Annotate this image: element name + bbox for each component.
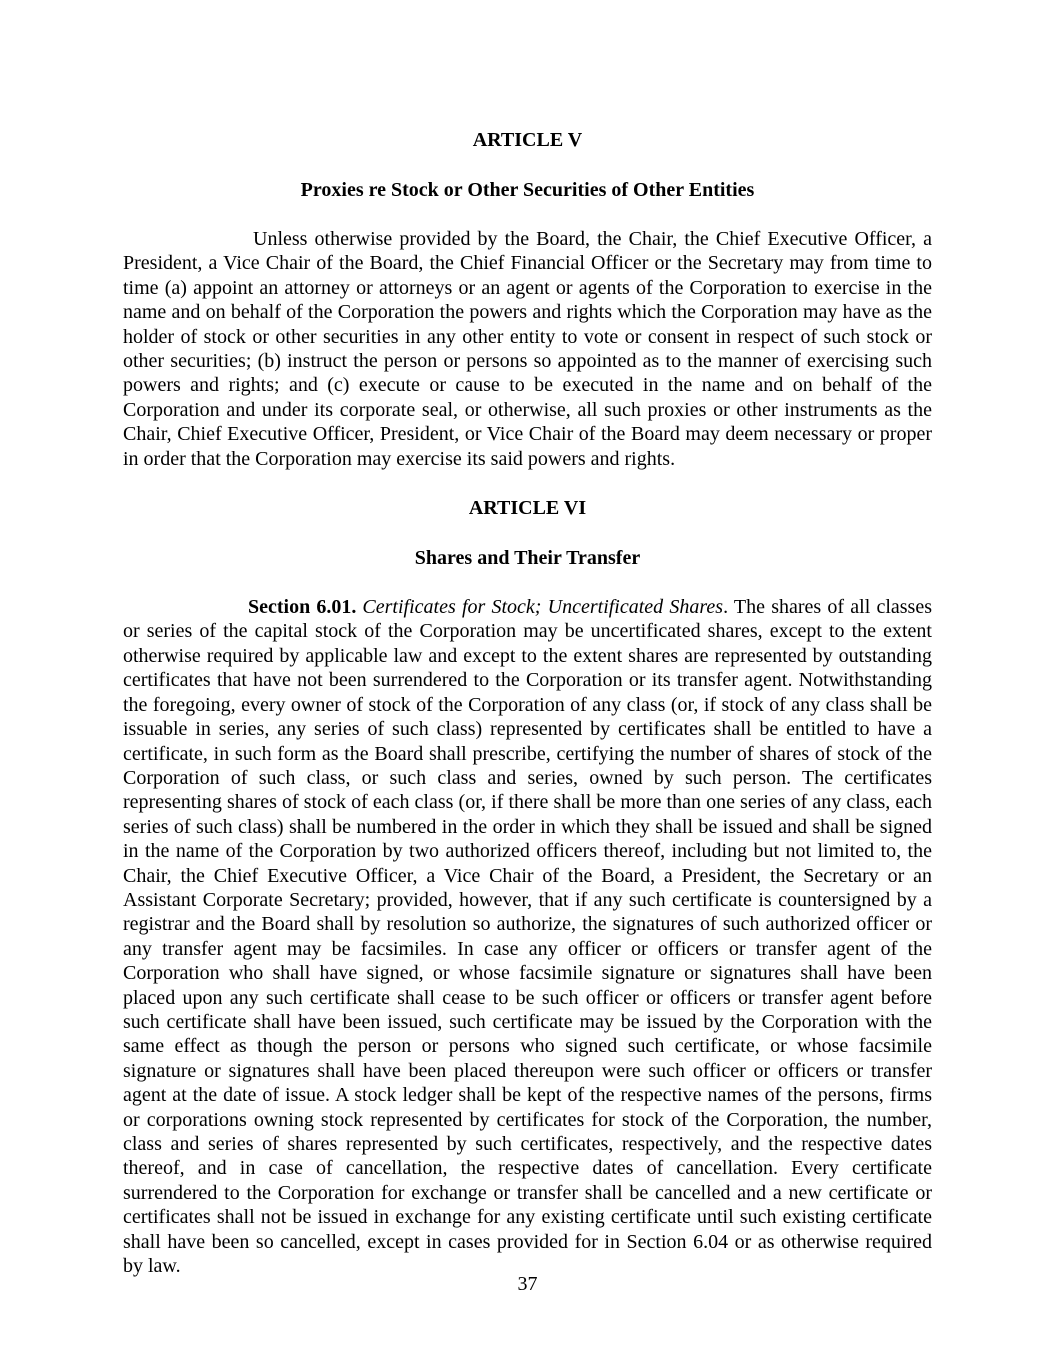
section-6-01-label: Section 6.01. (248, 596, 357, 619)
section-6-01-title: Certificates for Stock; Uncertificated Shares (362, 596, 724, 619)
article-v-subheading: Proxies re Stock or Other Securities of Other Entities (300, 179, 755, 201)
section-6-01-body: . The shares of all classes or series of the capital stock of the Corporation may be uncertificated shares, except to the extent otherwise required by applicable law and except to the extent shares are represented by outstanding certificates that have not been surrendered to the Corporation or its transfer agent. Notwithstanding the foregoing, every owner of stock of the Corporation of any class (or, if stock of any class shall be issuable in series, any series of such class) represented by certificates shall be entitled to have a certificate, in such form as the Board shall prescribe, certifying the number of shares of stock of the Corporation of such class, or such class and series, owned by such person. The certificates representing shares of stock of each class (or, if there shall be more than one series of any class, each series of such class) shall be numbered in the order in which they shall be issued and shall be signed in the name of the Corporation by two authorized officers thereof, including but not limited to, the Chair, the Chief Executive Officer, a Vice Chair of the Board, a President, the Secretary or an Assistant Corporate Secretary; provided, however, that if any such certificate is countersigned by a registrar and the Board shall by resolution so authorize, the signatures of such authorized officer or any transfer agent may be facsimiles. In case any officer or officers or transfer agent of the Corporation who shall have signed, or whose facsimile signature or signatures shall have been placed upon any such certificate shall cease to be such officer or officers or transfer agent before such certificate shall have been issued, such certificate may be issued by the Corporation with the same effect as though the person or persons who signed such certificate, or whose facsimile signature or signatures shall have been placed thereupon were such officer or officers or transfer agent at the date of issue. A stock ledger shall be kept of the respective names of the persons, firms or corporations owning stock represented by certificates for stock of the Corporation, the number, class and series of shares represented by such certificates, respectively, and the respective dates thereof, and in case of cancellation, the respective dates of cancellation. Every certificate surrendered to the Corporation for exchange or transfer shall be cancelled and a new certificate or certificates shall not be issued in exchange for any existing certificate until such existing certificate shall have been so cancelled, except in cases provided for in Section 6.04 or as otherwise required by law. (123, 596, 932, 1278)
page-number: 37 (517, 1273, 538, 1295)
section-6-01-paragraph (123, 595, 932, 1278)
article-v-heading: ARTICLE V (472, 129, 583, 151)
article-vi-subheading: Shares and Their Transfer (414, 547, 641, 570)
article-v-paragraph: Unless otherwise provided by the Board, the Chair, the Chief Executive Officer, a President, a Vice Chair of the Board, the Chief Financial Officer or the Secretary may from time to time (a) appoint an attorney or attorneys or an agent or agents of the Corporation to exercise in the name and on behalf of the Corporation the powers and rights which the Corporation may have as the holder of stock or other securities in any other entity to vote or consent in respect of such stock or other securities; (b) instruct the person or persons so appointed as to the manner of exercising such powers and rights; and (c) execute or cause to be executed in the name and on behalf of the Corporation and under its corporate seal, or otherwise, all such proxies or other instruments as the Chair, Chief Executive Officer, President, or Vice Chair of the Board may deem necessary or proper in order that the Corporation may exercise its said powers and rights. (123, 228, 932, 470)
article-vi-heading: ARTICLE VI (468, 497, 587, 520)
